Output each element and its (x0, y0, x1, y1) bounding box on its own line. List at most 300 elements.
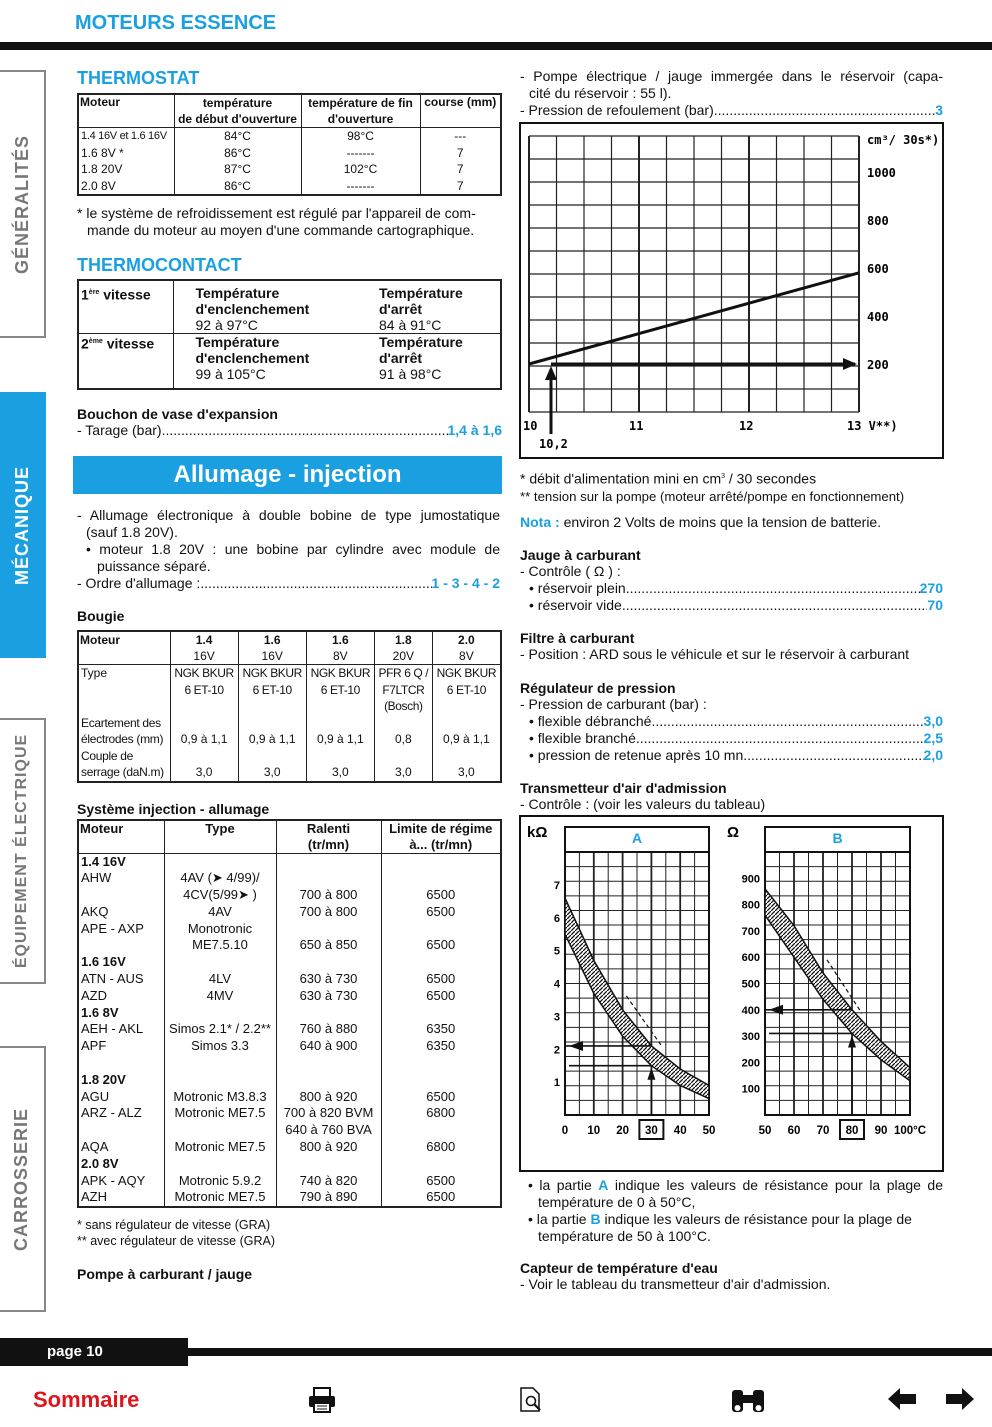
value: 1 - 3 - 4 - 2 (431, 575, 500, 591)
value: 70 (927, 596, 943, 613)
pompe-title: Pompe à carburant / jauge (77, 1266, 253, 1283)
cell: Motronic M3.8.3 (164, 1089, 276, 1106)
cell: 4LV (164, 971, 276, 988)
cell: AQA (78, 1139, 164, 1156)
y-tick-label: 600 (867, 262, 889, 276)
cell (238, 665, 306, 715)
cell: 6500 (381, 937, 501, 954)
cell: 630 à 730 (276, 988, 381, 1005)
cell: 2.0 8V (78, 1156, 164, 1173)
arrow-right-icon[interactable] (944, 1386, 976, 1412)
panel-label: A (631, 830, 643, 846)
value: 92 à 97°C (195, 317, 258, 333)
label: d'enclenchement (195, 350, 310, 366)
th-engine (170, 631, 238, 665)
table-row (78, 853, 501, 870)
cell: ATN - AUS (78, 971, 164, 988)
header-sub: 16V (193, 649, 215, 663)
table-row (78, 1055, 501, 1072)
cell: AKQ (78, 904, 164, 921)
x-tick-label: 80 (845, 1125, 859, 1137)
header-text: 1.6 (332, 633, 349, 647)
table-row (78, 128, 501, 145)
table-row (78, 870, 501, 887)
th-course: course (mm) (420, 94, 501, 128)
cell: 700 à 800 (276, 904, 381, 921)
cell: APK - AQY (78, 1173, 164, 1190)
cell: 3,0 (306, 748, 374, 782)
header-rule (0, 42, 992, 50)
cell (170, 665, 238, 715)
header-text: Moteur (80, 633, 120, 647)
label: • flexible branché (529, 729, 636, 746)
cell: ------- (301, 178, 420, 196)
cell: 6800 (381, 1139, 501, 1156)
allumage-line-2: (sauf 1.8 20V). (86, 524, 178, 540)
y-tick-label: 1000 (867, 166, 896, 180)
text: • la partie (528, 1177, 599, 1193)
tab-label: ÉQUIPEMENT ÉLECTRIQUE (13, 733, 31, 969)
cell (173, 334, 351, 390)
tab-equipement-electrique[interactable] (0, 718, 46, 984)
bouchon-line (77, 422, 502, 439)
thermocontact-title: THERMOCONTACT (77, 255, 242, 275)
pump-flow-chart (519, 122, 944, 459)
tab-label: CARROSSERIE (11, 1107, 32, 1251)
partie-b-line-1 (528, 1211, 943, 1228)
value: (Bosch) (384, 699, 423, 713)
cell: 102°C (301, 161, 420, 178)
regul-deb-line (520, 713, 943, 730)
label: serrage (daN.m) (81, 765, 164, 779)
thermostat-note-2: mande du moteur au moyen d'une commande cartographique. (87, 222, 475, 238)
value: NGK BKUR (174, 666, 234, 680)
th-moteur: Moteur (78, 820, 164, 854)
label: Type (81, 666, 108, 680)
header-text: 1.4 (195, 633, 213, 647)
cell: 4AV (164, 904, 276, 921)
header-sub: 16V (261, 649, 283, 663)
nota-label: Nota : (520, 513, 564, 530)
note-text: / 30 secondes (725, 470, 817, 487)
thermostat-title: THERMOSTAT (77, 68, 200, 88)
table-row (78, 178, 501, 196)
annotation-label: 10,2 (539, 437, 568, 451)
header-text: 2.0 (458, 633, 475, 647)
bougie-title: Bougie (77, 608, 125, 624)
table-row (78, 937, 501, 954)
y-tick-label: 800 (867, 214, 889, 228)
table-row (78, 145, 501, 162)
cell: Motronic ME7.5 (164, 1139, 276, 1156)
th-engine (306, 631, 374, 665)
x-tick-label: 10 (587, 1125, 601, 1137)
allumage-banner: Allumage - injection (73, 456, 502, 494)
systeme-note-2: ** avec régulateur de vitesse (GRA) (77, 1234, 276, 1249)
table-row (78, 988, 501, 1005)
cell: AEH - AKL (78, 1021, 164, 1038)
cell (78, 715, 170, 748)
panel-label: B (832, 830, 843, 846)
cell: 6500 (381, 1189, 501, 1207)
y-tick-label: 100 (741, 1083, 760, 1096)
th-ralenti: Ralenti (tr/mn) (276, 820, 381, 854)
systeme-note-1: * sans régulateur de vitesse (GRA) (77, 1218, 271, 1233)
y-tick-label: 2 (553, 1044, 560, 1057)
table-row (78, 887, 501, 904)
cell: 640 à 900 (276, 1038, 381, 1055)
label: d'arrêt (379, 301, 423, 317)
allumage-line-4: puissance séparé. (97, 558, 211, 574)
cell: 0,9 à 1,1 (306, 715, 374, 748)
tab-mecanique[interactable] (0, 392, 46, 658)
y-tick-label: 200 (741, 1057, 760, 1070)
text: • la partie (528, 1211, 591, 1227)
cell: 3,0 (170, 748, 238, 782)
cell: 790 à 890 (276, 1189, 381, 1207)
y-tick-label: 5 (553, 945, 560, 958)
trans-title: Transmetteur d'air d'admission (520, 779, 727, 796)
nota-text: environ 2 Volts de moins que la tension de batterie. (563, 513, 882, 530)
cell: ARZ - ALZ (78, 1105, 164, 1122)
cell: Motronic 5.9.2 (164, 1173, 276, 1190)
cell: 650 à 850 (276, 937, 381, 954)
tab-generalites[interactable] (0, 70, 46, 338)
cell (306, 665, 374, 715)
partie-b-line-2: température de 50 à 100°C. (538, 1228, 711, 1244)
arrow-left-icon[interactable] (886, 1386, 918, 1412)
chart1-note-2: ** tension sur la pompe (moteur arrêté/pompe en fonctionnement) (520, 488, 905, 504)
cell: 4CV(5/99➤ ) (164, 887, 276, 904)
speed-number: 1 (81, 286, 89, 303)
cell: 1.6 8V (78, 1005, 164, 1022)
table-row (78, 1038, 501, 1055)
cell: 6800 (381, 1105, 501, 1122)
table-row (78, 280, 501, 334)
regul-title: Régulateur de pression (520, 679, 676, 696)
y-tick-label: 500 (741, 978, 760, 991)
x-tick-label: 50 (702, 1125, 716, 1137)
cell: 1.8 20V (78, 161, 174, 178)
cell (164, 1122, 276, 1139)
cell: ME7.5.10 (164, 937, 276, 954)
chart-frame (520, 816, 943, 1171)
cell (381, 1072, 501, 1089)
cell (276, 870, 381, 887)
table-row (78, 1189, 501, 1207)
cell (78, 1122, 164, 1139)
cell (173, 280, 351, 334)
table-row (78, 1072, 501, 1089)
regul-bra-line (520, 730, 943, 747)
printer-icon[interactable] (306, 1386, 338, 1414)
cell (276, 921, 381, 938)
dot-leader (636, 730, 924, 747)
cell: 1.6 16V (78, 954, 164, 971)
th-engine (432, 631, 501, 665)
note-text: * débit d'alimentation mini en cm (520, 470, 722, 487)
cell: 800 à 920 (276, 1139, 381, 1156)
cell (78, 280, 173, 334)
label: Température (195, 334, 280, 350)
value: PFR 6 Q / (378, 666, 429, 680)
cell (164, 853, 276, 870)
bougie-table (77, 630, 502, 783)
x-tick-label: 60 (787, 1125, 801, 1137)
speed-suffix: ère (88, 289, 100, 296)
table-row (78, 1156, 501, 1173)
table-row (78, 1173, 501, 1190)
regul-ret-line (520, 747, 943, 764)
cell: 3,0 (374, 748, 432, 782)
label: Ecartement des (81, 715, 161, 730)
cell (164, 1055, 276, 1072)
table-row (78, 1021, 501, 1038)
table-row (78, 715, 501, 748)
cell (78, 887, 164, 904)
table-row (78, 1105, 501, 1122)
cell: 6500 (381, 1089, 501, 1106)
value: 2,5 (923, 729, 943, 746)
thermocontact-table (77, 279, 502, 390)
cell (381, 853, 501, 870)
cell (374, 665, 432, 715)
jauge-title: Jauge à carburant (520, 546, 641, 563)
jauge-vide-line (520, 597, 943, 614)
cell: 700 à 800 (276, 887, 381, 904)
value: F7LTCR (382, 682, 425, 697)
cell: 6500 (381, 1173, 501, 1190)
part-letter: B (590, 1211, 601, 1227)
cell (78, 937, 164, 954)
table-row (78, 665, 501, 715)
tab-label: MÉCANIQUE (11, 465, 32, 585)
table-row (78, 904, 501, 921)
value: 3 (935, 102, 943, 118)
tab-carrosserie[interactable] (0, 1046, 46, 1312)
y-tick-label: 3 (553, 1011, 560, 1024)
label: Température (195, 285, 280, 301)
y-tick-label: 4 (553, 978, 560, 991)
label: d'enclenchement (195, 301, 310, 317)
x-tick-label: 50 (758, 1125, 772, 1137)
y-tick-label: 400 (741, 1004, 760, 1017)
thermostat-table (77, 93, 502, 196)
label: électrodes (mm) (81, 732, 164, 746)
cell: 6350 (381, 1021, 501, 1038)
x-tick-label: 12 (739, 419, 754, 433)
cell: 6500 (381, 988, 501, 1005)
cell (164, 954, 276, 971)
cell (78, 334, 173, 390)
partie-a-line-1 (528, 1177, 943, 1194)
value: 270 (919, 579, 943, 596)
x-tick-label: 10 (523, 419, 538, 433)
value: NGK BKUR (310, 666, 371, 680)
cell: 84°C (174, 128, 301, 145)
table-row (78, 954, 501, 971)
allumage-section (77, 507, 500, 1282)
th-temp-debut: température de début d'ouverture (174, 94, 301, 128)
cell: APF (78, 1038, 164, 1055)
cell (351, 280, 501, 334)
table-row (78, 1005, 501, 1022)
value: 6 ET-10 (320, 682, 360, 697)
dot-leader (162, 422, 448, 439)
x-tick-label: 70 (816, 1125, 830, 1137)
label: • pression de retenue après 10 mn (529, 746, 744, 763)
cell (381, 870, 501, 887)
sommaire-link[interactable]: Sommaire (33, 1387, 140, 1412)
cell: 6500 (381, 904, 501, 921)
label: Couple de (81, 748, 134, 763)
cell: 3,0 (432, 748, 501, 782)
page-header-title: MOTEURS ESSENCE (75, 12, 277, 34)
y-tick-label: 300 (741, 1031, 760, 1044)
header-sub: 8V (459, 649, 474, 663)
th-moteur: Moteur (78, 94, 174, 128)
cell (381, 921, 501, 938)
cell: 6500 (381, 887, 501, 904)
table-row (78, 748, 501, 782)
value: 84 à 91°C (379, 317, 442, 333)
x-tick-label: 90 (874, 1125, 888, 1137)
label: Température (379, 334, 463, 350)
speed-number: 2 (81, 335, 89, 352)
table-row (78, 971, 501, 988)
pression-line (520, 102, 943, 119)
bouchon-title: Bouchon de vase d'expansion (77, 406, 278, 422)
text: indique les valeurs de résistance pour la plage de (608, 1177, 943, 1193)
x-tick-label: 11 (629, 419, 644, 433)
cell: 630 à 730 (276, 971, 381, 988)
part-letter: A (598, 1177, 609, 1193)
cell: --- (420, 128, 501, 145)
cell (276, 1005, 381, 1022)
cell: AHW (78, 870, 164, 887)
y-tick-label: 6 (553, 912, 560, 925)
table-row (78, 1122, 501, 1139)
speed-text: vitesse (102, 335, 155, 352)
cell (381, 1122, 501, 1139)
cell (432, 665, 501, 715)
jauge-plein-line (520, 580, 943, 597)
nota-line (520, 514, 943, 531)
th-engine (238, 631, 306, 665)
th-engine (374, 631, 432, 665)
trans-text: - Contrôle : (voir les valeurs du tableau) (520, 795, 766, 812)
label: - Tarage (bar) (77, 422, 162, 438)
table-row (78, 1089, 501, 1106)
cell: 760 à 880 (276, 1021, 381, 1038)
dot-leader (626, 580, 920, 597)
cell: 0,9 à 1,1 (170, 715, 238, 748)
cell (381, 1156, 501, 1173)
value: 1,4 à 1,6 (447, 422, 502, 438)
th-type: Type (164, 820, 276, 854)
cell: 6350 (381, 1038, 501, 1055)
table-row (78, 1139, 501, 1156)
cell: 700 à 820 BVM (276, 1105, 381, 1122)
allumage-line-1: - Allumage électronique à double bobine de type jumostatique (77, 507, 500, 523)
cell: 7 (420, 178, 501, 196)
note-sup: 3 (721, 473, 726, 480)
pompe-line-2: cité du réservoir : 55 l). (529, 85, 672, 101)
label: • flexible débranché (529, 712, 652, 729)
cell (164, 1072, 276, 1089)
header-sub: 20V (392, 649, 415, 663)
unit-label: kΩ (527, 824, 548, 841)
table-row (78, 161, 501, 178)
cell: 1.4 16V et 1.6 16V (78, 128, 174, 145)
x-tick-label: 100°C (893, 1125, 927, 1137)
label: - Ordre d'allumage : (77, 575, 201, 591)
cell: ------- (301, 145, 420, 162)
cell: AZD (78, 988, 164, 1005)
dot-leader (714, 102, 935, 119)
cell: 0,8 (374, 715, 432, 748)
cell: 0,9 à 1,1 (432, 715, 501, 748)
cell (276, 1055, 381, 1072)
th-temp-fin: température de fin d'ouverture (301, 94, 420, 128)
value: 6 ET-10 (446, 682, 486, 697)
value: 6 ET-10 (184, 682, 224, 697)
label: - Pression de refoulement (bar) (520, 102, 714, 118)
partie-a-line-2: température de 0 à 50°C, (538, 1194, 696, 1210)
cell: 640 à 760 BVA (276, 1122, 381, 1139)
chart1-note-1 (520, 468, 943, 488)
systeme-title: Système injection - allumage (77, 800, 270, 817)
cell: 98°C (301, 128, 420, 145)
systeme-table (77, 819, 502, 1209)
cell (351, 334, 501, 390)
dot-leader (622, 597, 928, 614)
cell: 4MV (164, 988, 276, 1005)
y-tick-label: 600 (741, 952, 760, 965)
unit-label: Ω (727, 824, 740, 841)
page-search-icon[interactable] (518, 1386, 546, 1414)
value: 3,0 (923, 712, 943, 729)
cell: 4AV (➤ 4/99)/ (164, 870, 276, 887)
y-tick-label: 7 (553, 879, 560, 892)
x-tick-label: 0 (561, 1125, 569, 1137)
binoculars-icon[interactable] (729, 1386, 767, 1416)
table-row (78, 334, 501, 390)
cell: Simos 2.1* / 2.2** (164, 1021, 276, 1038)
value: 2,0 (923, 746, 943, 763)
cell: 3,0 (238, 748, 306, 782)
regul-text: - Pression de carburant (bar) : (520, 695, 707, 712)
right-column (520, 68, 943, 119)
speed-text: vitesse (99, 286, 151, 303)
cell: 7 (420, 145, 501, 162)
cell: 86°C (174, 145, 301, 162)
y-tick-label: 700 (741, 925, 760, 938)
y-tick-label: 200 (867, 358, 889, 372)
cell: 2.0 8V (78, 178, 174, 196)
cell (164, 1005, 276, 1022)
cell: Simos 3.3 (164, 1038, 276, 1055)
cell: 6500 (381, 971, 501, 988)
cell: 86°C (174, 178, 301, 196)
cell (276, 853, 381, 870)
tab-label: GÉNÉRALITÉS (11, 134, 32, 274)
cell (78, 1055, 164, 1072)
cell (381, 1005, 501, 1022)
x-tick-label: 20 (616, 1125, 629, 1137)
right-column-mid (520, 468, 943, 813)
cell: 800 à 920 (276, 1089, 381, 1106)
